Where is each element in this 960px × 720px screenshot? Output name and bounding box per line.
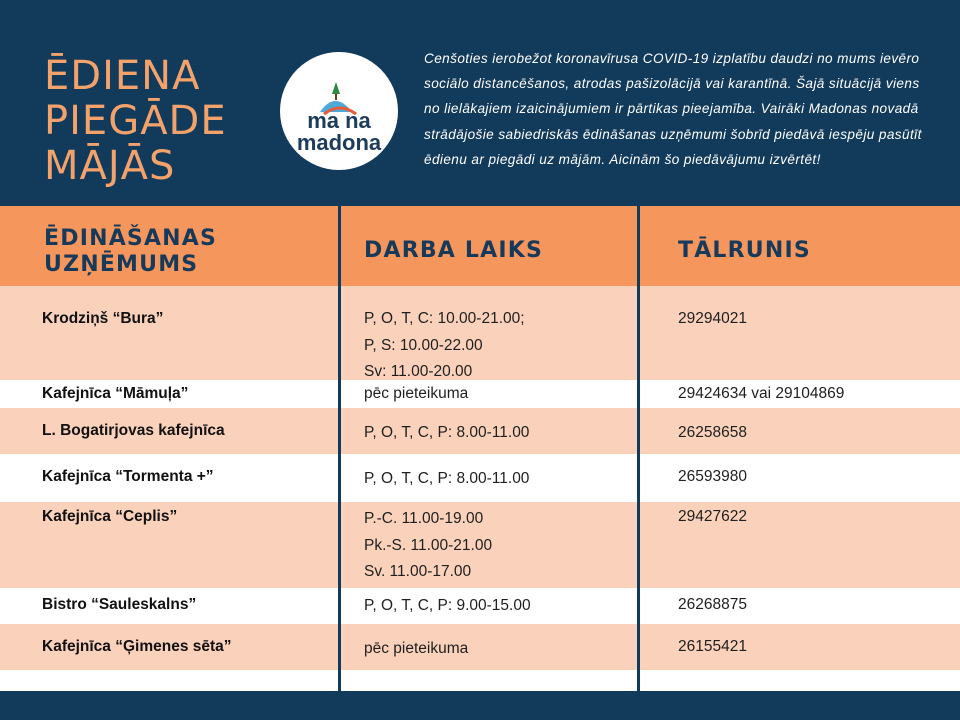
header-company: ĒDINĀŠANAS UZŅĒMUMS: [44, 226, 218, 277]
table-row: [0, 624, 960, 670]
madona-logo: [280, 52, 398, 170]
phone-number: 26155421: [678, 638, 747, 655]
table-row-empty: [0, 670, 960, 691]
working-hours: P, O, T, C, P: 9.00-15.00: [364, 597, 531, 614]
title-line-2: PIEGĀDE: [44, 98, 227, 144]
phone-number: 29424634 vai 29104869: [678, 385, 845, 402]
phone-number: 29427622: [678, 508, 747, 525]
column-divider: [338, 206, 341, 691]
hours-line: Sv: 11.00-20.00: [364, 363, 473, 380]
company-name: Kafejnīca “Ceplis”: [42, 508, 178, 525]
header-phone: TĀLRUNIS: [678, 238, 811, 263]
page-title: [44, 54, 227, 189]
title-line-1: ĒDIENA: [44, 53, 201, 99]
header-hours: DARBA LAIKS: [364, 238, 544, 263]
restaurant-table: [0, 206, 960, 691]
working-hours: [364, 506, 492, 586]
hours-line: P, O, T, C: 10.00-21.00;: [364, 310, 525, 327]
working-hours: [364, 306, 525, 386]
phone-number: 26268875: [678, 596, 747, 613]
title-line-3: MĀJĀS: [44, 143, 176, 189]
working-hours: P, O, T, C, P: 8.00-11.00: [364, 470, 530, 487]
hours-line: Sv. 11.00-17.00: [364, 563, 472, 580]
working-hours: pēc pieteikuma: [364, 640, 469, 657]
table-row: [0, 588, 960, 624]
phone-number: 26593980: [678, 468, 747, 485]
company-name: L. Bogatirjovas kafejnīca: [42, 422, 225, 439]
company-name: Kafejnīca “Tormenta +”: [42, 468, 214, 485]
working-hours: pēc pieteikuma: [364, 385, 469, 402]
column-divider: [637, 206, 640, 691]
phone-number: 26258658: [678, 424, 747, 441]
table-row: [0, 380, 960, 408]
logo-word-1: ma na: [307, 108, 371, 133]
hours-line: P, S: 10.00-22.00: [364, 336, 483, 354]
working-hours: P, O, T, C, P: 8.00-11.00: [364, 424, 530, 441]
company-name: Krodziņš “Bura”: [42, 310, 164, 327]
table-row: [0, 408, 960, 454]
hours-line: P.-C. 11.00-19.00: [364, 510, 484, 527]
phone-number: 29294021: [678, 310, 747, 327]
table-row: [0, 502, 960, 588]
company-name: Kafejnīca “Ģimenes sēta”: [42, 638, 232, 655]
hours-line: Pk.-S. 11.00-21.00: [364, 536, 493, 554]
table-row: [0, 292, 960, 380]
table-header: [0, 206, 960, 286]
company-name: Kafejnīca “Māmuļa”: [42, 385, 189, 402]
table-row: [0, 454, 960, 502]
logo-word-2: madona: [296, 130, 382, 155]
company-name: Bistro “Sauleskalns”: [42, 596, 197, 613]
intro-paragraph: Cenšoties ierobežot koronavīrusa COVID-19 izplatību daudzi no mums ievēro sociālo distancēšanos, atrodas pašizolācijā vai karantīnā. Šajā situācijā viens no lielākajiem izaicinājumiem ir pārtikas pieejamība. Vairāki Madonas novadā strādājošie sabiedriskās ēdināšanas uzņēmumi šobrīd piedāvā iespēju pasūtīt ēdienu ar piegādi uz mājām. Aicinām šo piedāvājumu izvērtēt!: [424, 51, 922, 167]
